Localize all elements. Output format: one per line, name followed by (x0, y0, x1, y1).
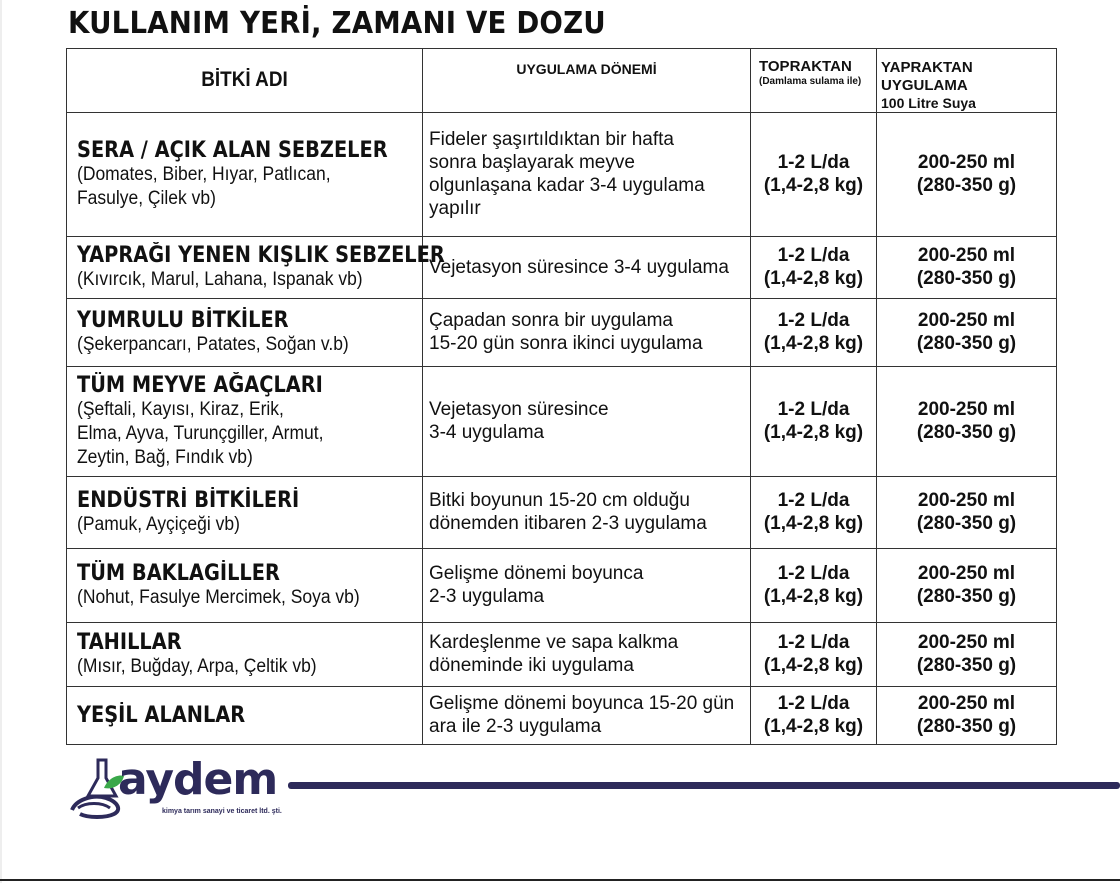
brand-subtitle: kimya tarım sanayi ve ticaret ltd. şti. (162, 808, 282, 815)
application-period: Kardeşlenme ve sapa kalkma döneminde iki uygulama (429, 632, 679, 677)
header-soil (751, 49, 877, 113)
soil-dose: 1-2 L/da (1,4-2,8 kg) (751, 686, 877, 744)
soil-dose: 1-2 L/da (1,4-2,8 kg) (751, 298, 877, 366)
header-leaf-label: YAPRAKTAN UYGULAMA (881, 59, 973, 94)
period-cell (423, 622, 751, 686)
plant-name: ENDÜSTRİ BİTKİLERİ (77, 488, 300, 514)
page-title: KULLANIM YERİ, ZAMANI VE DOZU (68, 6, 606, 41)
table-row (67, 622, 1057, 686)
plant-examples: (Nohut, Fasulye Mercimek, Soya vb) (77, 587, 360, 609)
plant-cell (67, 476, 423, 548)
application-period: Çapadan sonra bir uygulama 15-20 gün sonra ikinci uygulama (429, 310, 703, 355)
period-cell (423, 298, 751, 366)
page-bottom-border (0, 879, 1120, 881)
header-leaf (877, 49, 1057, 113)
leaf-dose: 200-250 ml (280-350 g) (877, 622, 1057, 686)
soil-dose: 1-2 L/da (1,4-2,8 kg) (751, 236, 877, 298)
plant-name: SERA / AÇIK ALAN SEBZELER (77, 138, 388, 164)
table-row (67, 686, 1057, 744)
plant-cell (67, 366, 423, 476)
plant-cell (67, 686, 423, 744)
plant-name: YEŞİL ALANLAR (77, 703, 246, 729)
application-period: Bitki boyunun 15-20 cm olduğu dönemden itibaren 2-3 uygulama (429, 490, 707, 535)
application-period: Gelişme dönemi boyunca 2-3 uygulama (429, 563, 644, 608)
header-soil-label: TOPRAKTAN (759, 58, 852, 75)
plant-name: TAHILLAR (77, 630, 182, 656)
table-row (67, 548, 1057, 622)
period-cell (423, 366, 751, 476)
soil-dose: 1-2 L/da (1,4-2,8 kg) (751, 476, 877, 548)
application-period: Fideler şaşırtıldıktan bir hafta sonra başlayarak meyve olgunlaşana kadar 3-4 uygulama yapılır (429, 129, 705, 220)
footer-divider (288, 782, 1120, 789)
table-header-row (67, 49, 1057, 113)
leaf-dose: 200-250 ml (280-350 g) (877, 476, 1057, 548)
table-row (67, 298, 1057, 366)
soil-dose: 1-2 L/da (1,4-2,8 kg) (751, 622, 877, 686)
plant-cell (67, 236, 445, 298)
application-period: Vejetasyon süresince 3-4 uygulama (429, 399, 609, 444)
soil-dose: 1-2 L/da (1,4-2,8 kg) (751, 548, 877, 622)
period-cell (423, 236, 751, 298)
leaf-dose: 200-250 ml (280-350 g) (877, 548, 1057, 622)
period-cell (423, 548, 751, 622)
plant-name: TÜM MEYVE AĞAÇLARI (77, 373, 323, 399)
soil-dose: 1-2 L/da (1,4-2,8 kg) (751, 112, 877, 236)
plant-examples: (Mısır, Buğday, Arpa, Çeltik vb) (77, 656, 317, 678)
header-period: UYGULAMA DÖNEMİ (423, 49, 751, 113)
header-soil-note: (Damlama sulama ile) (759, 75, 862, 87)
plant-name: YAPRAĞI YENEN KIŞLIK SEBZELER (77, 243, 445, 269)
brand-name-text: aydem (118, 754, 278, 805)
period-cell (423, 476, 751, 548)
table-row (67, 476, 1057, 548)
soil-dose: 1-2 L/da (1,4-2,8 kg) (751, 366, 877, 476)
dosage-table (66, 48, 1057, 745)
table-row (67, 236, 1057, 298)
leaf-dose: 200-250 ml (280-350 g) (877, 236, 1057, 298)
header-leaf-note: 100 Litre Suya (881, 95, 976, 111)
plant-examples: (Pamuk, Ayçiçeği vb) (77, 514, 240, 536)
plant-examples: (Şekerpancarı, Patates, Soğan v.b) (77, 334, 349, 356)
leaf-dose: 200-250 ml (280-350 g) (877, 686, 1057, 744)
plant-examples: (Kıvırcık, Marul, Lahana, Ispanak vb) (77, 269, 363, 291)
plant-cell (67, 622, 423, 686)
plant-name: TÜM BAKLAGİLLER (77, 561, 280, 587)
period-cell (423, 112, 751, 236)
application-period: Vejetasyon süresince 3-4 uygulama (429, 256, 729, 278)
plant-examples: (Domates, Biber, Hıyar, Patlıcan, Fasulye, Çilek vb) (77, 164, 331, 210)
header-plant: BİTKİ ADI (67, 49, 423, 113)
plant-cell (67, 298, 423, 366)
plant-cell (67, 548, 423, 622)
leaf-dose: 200-250 ml (280-350 g) (877, 366, 1057, 476)
plant-cell (67, 112, 423, 236)
period-cell (423, 686, 751, 744)
plant-name: YUMRULU BİTKİLER (77, 308, 289, 334)
application-period: Gelişme dönemi boyunca 15-20 gün ara ile 2-3 uygulama (429, 693, 735, 738)
table-row (67, 366, 1057, 476)
leaf-dose: 200-250 ml (280-350 g) (877, 298, 1057, 366)
table-row (67, 112, 1057, 236)
plant-examples: (Şeftali, Kayısı, Kiraz, Erik, Elma, Ayva, Turunçgiller, Armut, Zeytin, Bağ, Fındık vb) (77, 399, 324, 469)
page-left-border (0, 0, 2, 883)
leaf-dose: 200-250 ml (280-350 g) (877, 112, 1057, 236)
brand-name (118, 754, 277, 805)
